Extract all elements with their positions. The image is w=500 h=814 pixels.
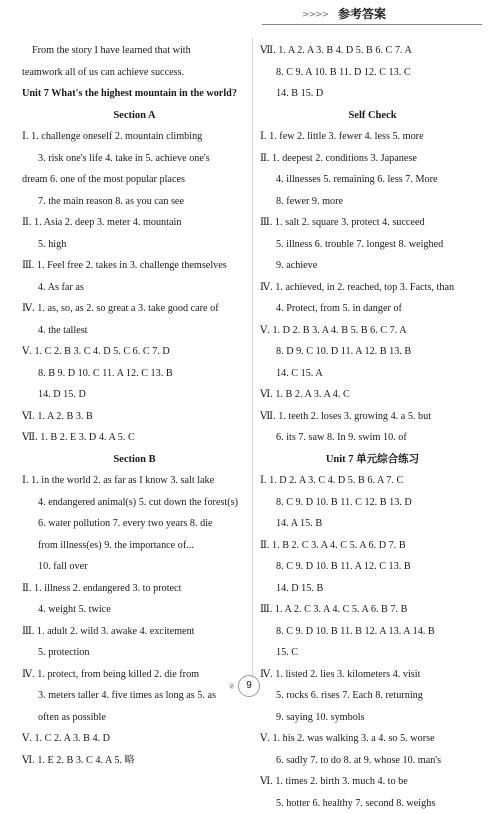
- section-heading: Self Check: [260, 105, 485, 127]
- answer-line: 9. saying 10. symbols: [260, 707, 485, 729]
- right-column: [260, 40, 485, 814]
- answer-line: 4. Protect, from 5. in danger of: [260, 298, 485, 320]
- answer-line: Ⅲ. 1. A 2. C 3. A 4. C 5. A 6. B 7. B: [260, 599, 485, 621]
- answer-line: 14. A 15. B: [260, 513, 485, 535]
- answer-line: Ⅴ. 1. C 2. B 3. C 4. D 5. C 6. C 7. D: [22, 341, 247, 363]
- answer-line: 4. illnesses 5. remaining 6. less 7. More: [260, 169, 485, 191]
- answer-line: 4. weight 5. twice: [22, 599, 247, 621]
- answer-line: Ⅲ. 1. salt 2. square 3. protect 4. succeed: [260, 212, 485, 234]
- answer-line: 14. D 15. D: [22, 384, 247, 406]
- answer-line: Ⅱ. 1. illness 2. endangered 3. to protect: [22, 578, 247, 600]
- answer-line: 3. risk one's life 4. take in 5. achieve one's: [22, 148, 247, 170]
- answer-line: 9. achieve: [260, 255, 485, 277]
- answer-line: 14. B 15. D: [260, 83, 485, 105]
- answer-line: 8. B 9. D 10. C 11. A 12. C 13. B: [22, 363, 247, 385]
- answer-line: Ⅴ. 1. D 2. B 3. A 4. B 5. B 6. C 7. A: [260, 320, 485, 342]
- answer-line: 15. C: [260, 642, 485, 664]
- answer-line: Ⅵ. 1. B 2. A 3. A 4. C: [260, 384, 485, 406]
- answer-line: 7. the main reason 8. as you can see: [22, 191, 247, 213]
- answer-line: 5. high: [22, 234, 247, 256]
- answer-line: Ⅰ. 1. in the world 2. as far as I know 3. salt lake: [22, 470, 247, 492]
- answer-line: teamwork all of us can achieve success.: [22, 62, 247, 84]
- header-rule: [262, 24, 482, 25]
- answer-line: Ⅵ. 1. E 2. B 3. C 4. A 5. 略: [22, 750, 247, 772]
- header-title: 参考答案: [338, 5, 386, 22]
- answer-line: Ⅶ. 1. B 2. E 3. D 4. A 5. C: [22, 427, 247, 449]
- text-line: From the story I have learned that with: [22, 40, 247, 62]
- answer-line: 8. C 9. D 10. B 11. A 12. C 13. B: [260, 556, 485, 578]
- answer-line: Ⅶ. 1. teeth 2. loses 3. growing 4. a 5. but: [260, 406, 485, 428]
- answer-line: 8. C 9. D 10. B 11. C 12. B 13. D: [260, 492, 485, 514]
- answer-line: Ⅴ. 1. his 2. was walking 3. a 4. so 5. worse: [260, 728, 485, 750]
- answer-line: Ⅲ. 1. adult 2. wild 3. awake 4. excitement: [22, 621, 247, 643]
- answer-line: 14. C 15. A: [260, 363, 485, 385]
- answer-line: 4. As far as: [22, 277, 247, 299]
- answer-line: 5. illness 6. trouble 7. longest 8. weighed: [260, 234, 485, 256]
- answer-line: Ⅲ. 1. Feel free 2. takes in 3. challenge themselves: [22, 255, 247, 277]
- answer-line: Ⅳ. 1. as, so, as 2. so great a 3. take good care of: [22, 298, 247, 320]
- section-heading: Section B: [22, 449, 247, 471]
- answer-line: from illness(es) 9. the importance of...: [22, 535, 247, 557]
- answer-line: Ⅱ. 1. deepest 2. conditions 3. Japanese: [260, 148, 485, 170]
- answer-line: Ⅳ. 1. protect, from being killed 2. die from: [22, 664, 247, 686]
- answer-line: 8. fewer 9. more: [260, 191, 485, 213]
- answer-line: 8. C 9. D 10. B 11. B 12. A 13. A 14. B: [260, 621, 485, 643]
- answer-line: Ⅵ. 1. times 2. birth 3. much 4. to be: [260, 771, 485, 793]
- answer-line: Ⅶ. 1. A 2. A 3. B 4. D 5. B 6. C 7. A: [260, 40, 485, 62]
- answer-line: 8. D 9. C 10. D 11. A 12. B 13. B: [260, 341, 485, 363]
- answer-line: Ⅵ. 1. A 2. B 3. B: [22, 406, 247, 428]
- header-arrows: >>>>: [302, 10, 328, 20]
- answer-line: Ⅱ. 1. B 2. C 3. A 4. C 5. A 6. D 7. B: [260, 535, 485, 557]
- answer-line: 4. the tallest: [22, 320, 247, 342]
- answer-line: Ⅰ. 1. few 2. little 3. fewer 4. less 5. more: [260, 126, 485, 148]
- answer-line: 8. C 9. A 10. B 11. D 12. C 13. C: [260, 62, 485, 84]
- answer-line: Ⅰ. 1. challenge oneself 2. mountain climbing: [22, 126, 247, 148]
- leaf-decoration-icon: ❦: [228, 681, 236, 692]
- answer-line: Ⅳ. 1. listed 2. lies 3. kilometers 4. visit: [260, 664, 485, 686]
- answer-line: Ⅰ. 1. D 2. A 3. C 4. D 5. B 6. A 7. C: [260, 470, 485, 492]
- unit-title: Unit 7 What's the highest mountain in the world?: [22, 83, 247, 105]
- answer-line: Ⅳ. 1. achieved, in 2. reached, top 3. Facts, than: [260, 277, 485, 299]
- answer-line: dream 6. one of the most popular places: [22, 169, 247, 191]
- answer-line: 14. D 15. B: [260, 578, 485, 600]
- page-number-area: [224, 675, 274, 701]
- section-heading: Unit 7 单元综合练习: [260, 449, 485, 471]
- answer-line: 5. hotter 6. healthy 7. second 8. weighs: [260, 793, 485, 814]
- answer-line: 5. rocks 6. rises 7. Each 8. returning: [260, 685, 485, 707]
- answer-line: 6. its 7. saw 8. In 9. swim 10. of: [260, 427, 485, 449]
- answer-line: Ⅱ. 1. Asia 2. deep 3. meter 4. mountain: [22, 212, 247, 234]
- answer-line: 3. meters taller 4. five times as long as 5. as: [22, 685, 247, 707]
- left-column: [22, 40, 247, 771]
- answer-line: 6. sadly 7. to do 8. at 9. whose 10. man's: [260, 750, 485, 772]
- answer-line: 6. water pollution 7. every two years 8. die: [22, 513, 247, 535]
- page-header: [0, 0, 500, 30]
- answer-line: 5. protection: [22, 642, 247, 664]
- answer-line: 10. fall over: [22, 556, 247, 578]
- answer-line: Ⅴ. 1. C 2. A 3. B 4. D: [22, 728, 247, 750]
- answer-line: 4. endangered animal(s) 5. cut down the forest(s): [22, 492, 247, 514]
- page-number: 9: [238, 675, 260, 697]
- answer-line: often as possible: [22, 707, 247, 729]
- column-divider: [252, 38, 253, 678]
- section-heading: Section A: [22, 105, 247, 127]
